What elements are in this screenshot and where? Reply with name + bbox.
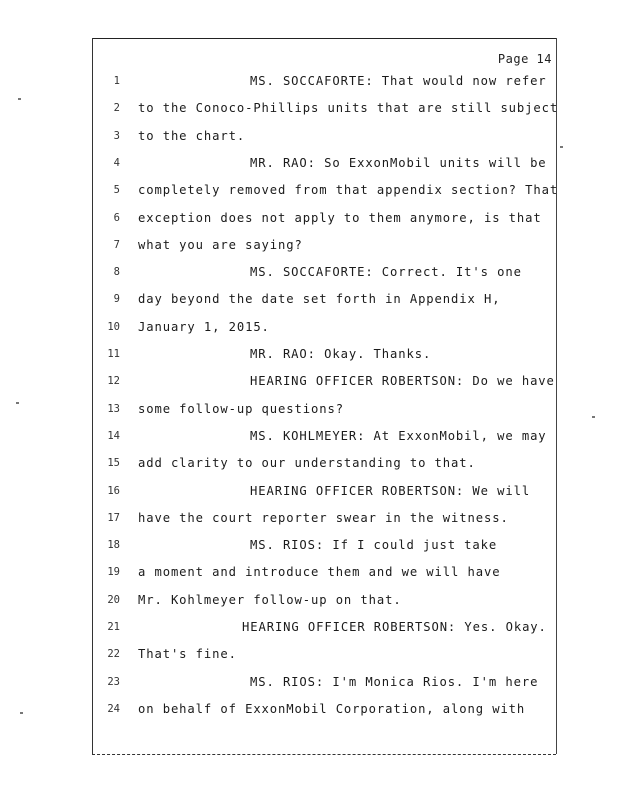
transcript-line: completely removed from that appendix section? That xyxy=(138,183,559,198)
transcript-line: some follow-up questions? xyxy=(138,401,344,416)
line-number: 4 xyxy=(113,156,120,169)
page-border-right xyxy=(556,38,557,754)
transcript-line: add clarity to our understanding to that. xyxy=(138,456,476,471)
line-number: 2 xyxy=(113,102,120,115)
scan-speck xyxy=(592,416,595,418)
line-number: 10 xyxy=(107,320,120,333)
line-number: 21 xyxy=(107,621,120,633)
transcript-line: day beyond the date set forth in Appendix H, xyxy=(138,292,501,307)
transcript-line: HEARING OFFICER ROBERTSON: Do we have xyxy=(250,374,555,389)
transcript-line: have the court reporter swear in the witness. xyxy=(138,510,509,525)
transcript-line: MR. RAO: Okay. Thanks. xyxy=(250,347,432,361)
line-number: 1 xyxy=(113,75,120,87)
line-number: 16 xyxy=(107,484,120,497)
page-border-bottom xyxy=(92,754,556,755)
line-number: 22 xyxy=(107,648,120,661)
page-number: Page 14 xyxy=(497,52,552,66)
line-number: 3 xyxy=(113,129,120,142)
transcript-line: on behalf of ExxonMobil Corporation, along with xyxy=(138,701,526,716)
line-number: 11 xyxy=(107,348,120,360)
transcript-line: That's fine. xyxy=(138,647,237,662)
transcript-line: MS. KOHLMEYER: At ExxonMobil, we may xyxy=(250,428,547,443)
transcript-line: to the chart. xyxy=(138,128,246,143)
transcript-line: MS. RIOS: I'm Monica Rios. I'm here xyxy=(250,674,539,689)
page-border-top xyxy=(92,38,556,39)
line-number: 12 xyxy=(107,375,120,388)
line-number: 8 xyxy=(113,266,120,279)
scan-speck xyxy=(20,712,23,714)
transcript-line: HEARING OFFICER ROBERTSON: We will xyxy=(250,483,531,498)
line-number: 17 xyxy=(107,511,120,524)
transcript-line: Mr. Kohlmeyer follow-up on that. xyxy=(138,592,402,607)
line-number: 9 xyxy=(113,293,120,306)
line-number: 13 xyxy=(107,402,120,415)
line-number: 23 xyxy=(107,675,120,688)
scan-speck xyxy=(18,98,21,100)
line-number: 19 xyxy=(107,566,120,579)
transcript-line: HEARING OFFICER ROBERTSON: Yes. Okay. xyxy=(242,620,547,634)
scan-speck xyxy=(16,402,19,404)
line-number: 20 xyxy=(107,593,120,606)
line-number: 15 xyxy=(107,457,120,470)
line-number: 24 xyxy=(107,702,120,715)
transcript-line: what you are saying? xyxy=(138,237,303,252)
transcript-line: MS. RIOS: If I could just take xyxy=(250,538,498,553)
line-number: 5 xyxy=(113,184,120,197)
transcript-line: MS. SOCCAFORTE: Correct. It's one xyxy=(250,265,522,280)
line-number: 18 xyxy=(107,539,120,552)
transcript-line: a moment and introduce them and we will have xyxy=(138,565,501,580)
transcript-line: MS. SOCCAFORTE: That would now refer xyxy=(250,74,547,88)
line-number: 7 xyxy=(113,238,120,251)
scan-speck xyxy=(560,146,563,148)
page-border-left xyxy=(92,38,93,754)
transcript-line: to the Conoco-Phillips units that are still subject xyxy=(138,101,559,116)
transcript-line: exception does not apply to them anymore, is that xyxy=(138,210,542,225)
transcript-line: January 1, 2015. xyxy=(138,319,270,334)
transcript-line: MR. RAO: So ExxonMobil units will be xyxy=(250,155,547,170)
line-number: 6 xyxy=(113,211,120,224)
line-number: 14 xyxy=(107,429,120,442)
